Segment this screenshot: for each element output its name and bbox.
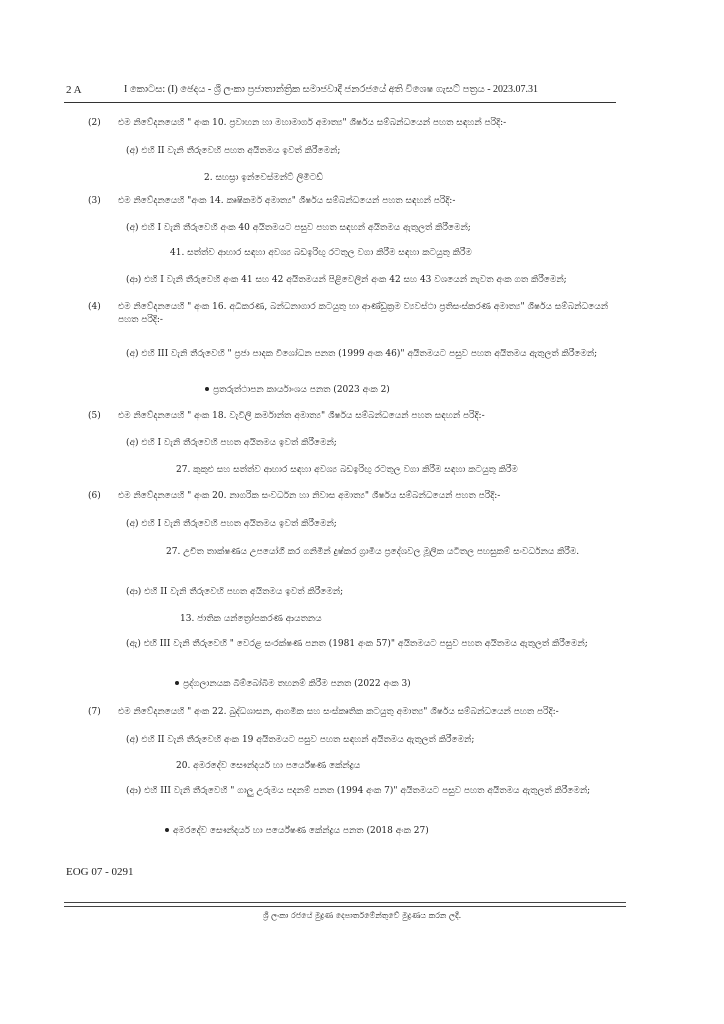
listed-entry: 2. සහස්‍රා ඉන්වෙස්මන්ට් ලිමිටඩ් [204,173,323,183]
item-number: (4) [88,302,101,312]
item-heading: එම නිවේදනයෙහි " අංක 20. නාගරික සංවර්ධන හා නිවාස අමාත්‍ය" ශීර්ෂය සම්බන්ධයෙන් පහත පරිදි:- [118,491,501,501]
listed-entry: 20. අමරදේව සෞන්දර්ය හා පර්යේෂණ කේන්ද්‍රය [176,761,361,771]
bullet-icon [175,681,179,685]
item-heading: එම නිවේදනයෙහි " අංක 10. ප්‍රවාහන හා මහාමාර්ග අමාත්‍ය" ශීර්ෂය සම්බන්ධයෙන් පහත සඳහන් පරිදි:- [118,118,507,128]
listed-entry: 27. උචිත තාක්ෂණය උපයෝගී කර ගනිමින් දුෂ්කර ග්‍රාමීය ප්‍රදේශවල මූලික යටිතල පහසුකම් සංවර්ධනය කිරීම. [166,547,580,557]
bullet-text: ප්‍රතරුත්ථාපන කාර්යාංශය පනත (2023 අංක 2) [213,385,390,395]
bullet-icon [165,828,169,832]
header-title: I කොටස: (I) ඡෙදය - ශ්‍රී ලංකා ප්‍රජාතාන්ත්‍රික සමාජවාදී ජනරජයේ අති විශෙෂ ගැසට් පත්‍රය - 2023.07.31 [124,84,539,95]
page-number: 2 A [66,84,82,96]
subitem: (අ) එහි I වැනි තීරුවෙහි අංක 40 අයිතමයට පසුව පහත සඳහන් අයිතමය ඇතුලත් කිරීමෙන්; [126,223,471,233]
subitem: (ආ) එහි I වැනි තීරුවෙහි අංක 41 සහ 42 අයිතමයන් පිළිවෙලින් අංක 42 සහ 43 වශයෙන් නැවත අංක ගත කිරීමෙන්; [126,275,567,285]
subitem: (ඇ) එහි III වැනි තීරුවෙහි " වෙරළ සංරක්ෂණ පනත (1981 අංක 57)" අයිතමයට පසුව පහත අයිතමය ඇතුලත් කිරීමෙන්; [126,639,588,649]
subitem: (අ) එහි II වැනි තීරුවෙහි අංක 19 අයිතමයට පසුව පහත සඳහන් අයිතමය ඇතුලත් කිරීමෙන්; [126,735,475,745]
header-rule [64,102,616,103]
bullet-text: අමරදේව සෞන්දර්ය හා පර්යේෂණ කේන්ද්‍රය පනත (2018 අංක 27) [173,826,429,836]
subitem: (අ) එහි III වැනි තීරුවෙහි " ප්‍රජා පාදක විශෝධන පනත (1999 අංක 46)" අයිතමයට පසුව පහත අයිතමය ඇතුලත් කිරීමෙන්; [126,349,598,359]
subitem: (ආ) එහි III වැනි තීරුවෙහි " ගාලු උරුමය පදනම් පනත (1994 අංක 7)" අයිතමයට පසුව පහත අයිතමය ඇතුලත් කිරීමෙන්; [126,786,591,796]
bullet-icon [205,387,209,391]
item-number: (2) [88,118,101,128]
bullet-text: ප්‍රද්ගලානයක බිම්බෝබිම තහනම් කිරීම පනත (2022 අංක 3) [183,679,411,689]
listed-entry: 41. සත්ත්ව ආහාර සඳහා අවශ්‍ය බඩඉරිඟු රටතුල වගා කිරීම සඳහා කටයුතු කිරීම [170,248,472,258]
item-heading: එම නිවේදනයෙහි " අංක 18. වැවිලි කර්මාන්ත අමාත්‍ය" ශීර්ෂය සම්බන්ධයෙන් පහත සඳහන් පරිදි:- [118,411,485,421]
footer-rule [64,902,626,903]
item-number: (3) [88,196,101,206]
listed-entry: 27. කුකුළු සහ සත්ත්ව ආහාර සඳහා අවශ්‍ය බඩඉරිඟු රටතුල වගා කිරීම සඳහා කටයුතු කිරීම [176,465,518,475]
page-header [66,84,614,100]
item-heading: එම නිවේදනයෙහි " අංක 16. අධිකරණ, බන්ධනාගාර කටයුතු හා ආණ්ඩුක්‍රම ව්‍යවස්ථා ප්‍රතිසංස්කරණ අමාත්‍ය" ශීර්ෂය සම්බන්ධයෙන් පහත පරිදි:- [118,302,609,325]
subitem: (අ) එහි II වැනි තීරුවෙහි පහත අයිතමය ඉවත් කිරීමෙන්; [126,146,341,156]
printer-credit: ශ්‍රී ලංකා රජයේ මුද්‍රණ දෙපාර්තමේන්තුවේ මුද්‍රණය කරන ලදී. [262,911,462,920]
bulleted-entry [205,384,390,397]
bulleted-entry [175,678,411,691]
item-number: (5) [88,411,101,421]
document-code: EOG 07 - 0291 [66,866,134,878]
item-heading: එම නිවේදනයෙහි "අංක 14. කෘෂිකර්ම අමාත්‍ය" ශීර්ෂය සම්බන්ධයෙන් පහත සඳහන් පරිදි:- [118,196,456,206]
subitem: (අ) එහි I වැනි තීරුවෙහි පහත අයිතමය ඉවත් කිරීමෙන්; [126,438,337,448]
subitem: (ආ) එහි II වැනි තීරුවෙහි පහත අයිතමය ඉවත් කිරීමෙන්; [126,587,344,597]
item-number: (6) [88,491,101,501]
item-heading: එම නිවේදනයෙහි " අංක 22. බුද්ධශාසන, ආගමික සහ සංස්කෘතික කටයුතු අමාත්‍ය" ශීර්ෂය සම්බන්ධයෙන් පහත පරිදි:- [118,707,559,717]
footer-rule [64,906,626,907]
subitem: (අ) එහි I වැනි තීරුවෙහි පහත අයිතමය ඉවත් කිරීමෙන්; [126,519,337,529]
bulleted-entry [165,825,429,838]
item-number: (7) [88,707,101,717]
listed-entry: 13. ජාතික යන්ත්‍රෝපකරණ ආයතනය [180,614,322,624]
